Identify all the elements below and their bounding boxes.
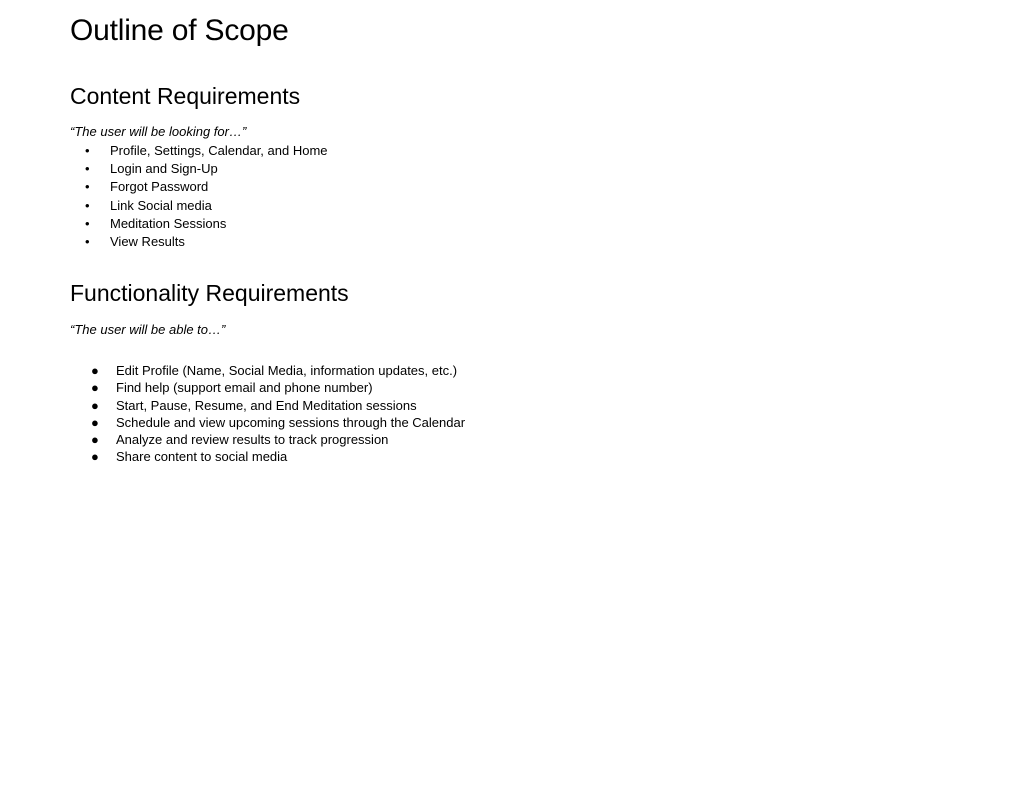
- bullet-icon: •: [85, 233, 90, 249]
- bullet-icon: ●: [91, 449, 99, 465]
- list-item-text: Start, Pause, Resume, and End Meditation sessions: [116, 397, 417, 413]
- list-item: [70, 233, 328, 251]
- bullet-icon: ●: [91, 380, 99, 396]
- list-item-text: Find help (support email and phone number): [116, 380, 373, 396]
- bullet-icon: •: [85, 179, 90, 195]
- list-item: [70, 431, 465, 448]
- document-title: Outline of Scope: [70, 14, 289, 47]
- list-item: [70, 397, 465, 414]
- bullet-icon: ●: [91, 414, 99, 430]
- content-requirements-list: [70, 142, 328, 251]
- list-item-text: View Results: [110, 233, 185, 249]
- functionality-requirements-list: [70, 362, 465, 466]
- list-item: [70, 160, 328, 178]
- bullet-icon: •: [85, 161, 90, 177]
- bullet-icon: •: [85, 197, 90, 213]
- bullet-icon: •: [85, 215, 90, 231]
- list-item-text: Login and Sign-Up: [110, 161, 218, 177]
- functionality-requirements-quote: “The user will be able to…”: [70, 322, 226, 337]
- list-item-text: Forgot Password: [110, 179, 209, 195]
- functionality-requirements-heading: Functionality Requirements: [70, 280, 349, 306]
- list-item: [70, 448, 465, 465]
- list-item-text: Schedule and view upcoming sessions through the Calendar: [116, 414, 466, 430]
- list-item-text: Profile, Settings, Calendar, and Home: [110, 143, 328, 158]
- list-item: [70, 215, 328, 233]
- list-item-text: Edit Profile (Name, Social Media, information updates, etc.): [116, 363, 458, 378]
- bullet-icon: ●: [91, 397, 99, 413]
- list-item-text: Link Social media: [110, 197, 212, 213]
- list-item: [70, 362, 465, 379]
- bullet-icon: ●: [91, 432, 99, 448]
- bullet-icon: •: [85, 143, 90, 158]
- list-item-text: Meditation Sessions: [110, 215, 227, 231]
- list-item-text: Analyze and review results to track progression: [116, 432, 389, 448]
- list-item: [70, 178, 328, 196]
- list-item: [70, 379, 465, 396]
- list-item: [70, 197, 328, 215]
- list-item: [70, 414, 465, 431]
- list-item-text: Share content to social media: [116, 449, 288, 465]
- content-requirements-quote: “The user will be looking for…”: [70, 124, 247, 139]
- list-item: [70, 142, 328, 160]
- content-requirements-heading: Content Requirements: [70, 83, 301, 109]
- bullet-icon: ●: [91, 363, 99, 378]
